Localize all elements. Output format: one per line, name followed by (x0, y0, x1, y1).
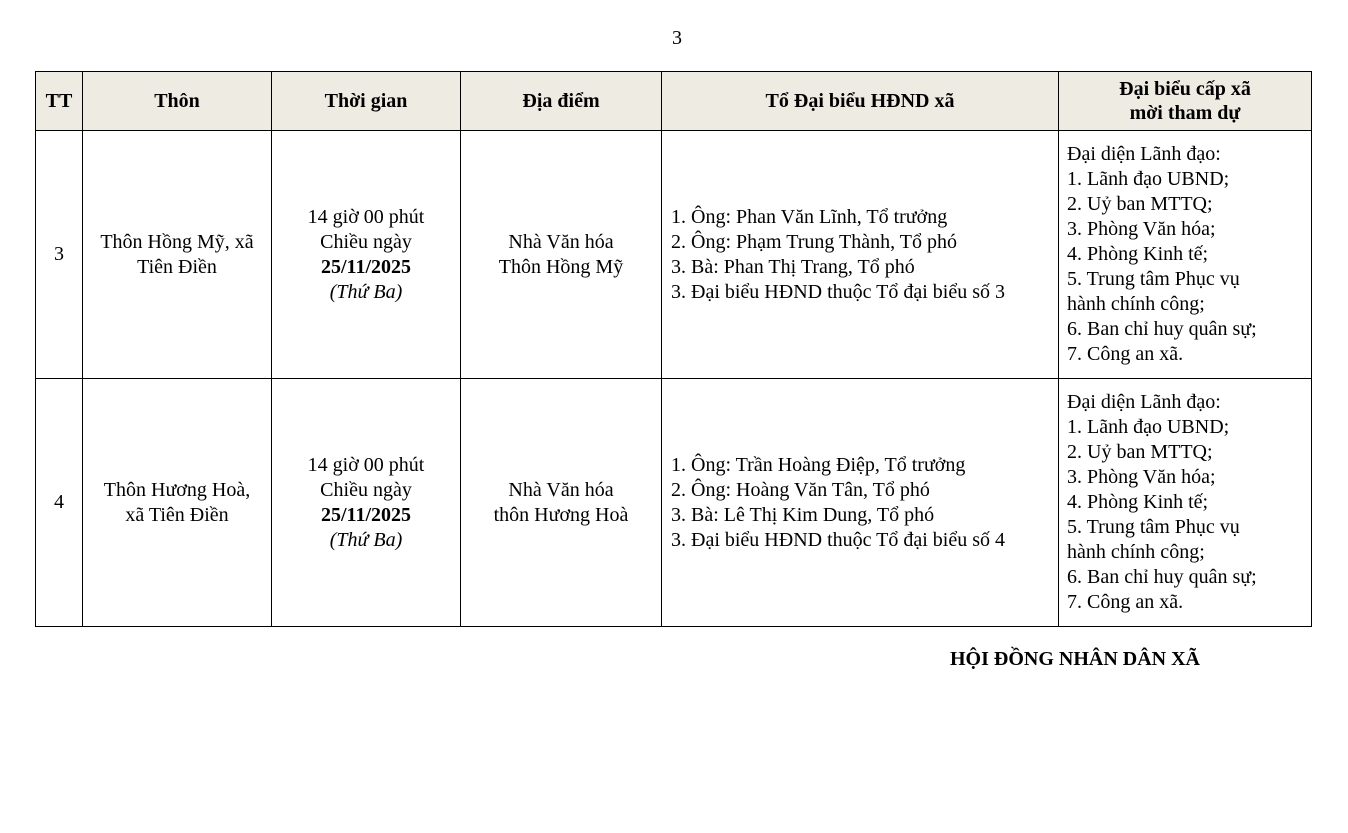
time-line2: Chiều ngày (320, 230, 412, 253)
thon-line2: Tiên Điền (137, 255, 217, 278)
invited-item: 7. Công an xã. (1067, 343, 1184, 365)
invited-item: hành chính công; (1067, 541, 1205, 563)
row-invited (1059, 379, 1312, 627)
row-place (461, 131, 662, 379)
row-invited (1059, 131, 1312, 379)
rep-item: 1. Ông: Trần Hoàng Điệp, Tổ trưởng (671, 453, 966, 476)
invited-item: 2. Uỷ ban MTTQ; (1067, 193, 1213, 215)
row-tt: 3 (36, 131, 83, 379)
header-dai-bieu-cap-xa (1059, 72, 1312, 131)
row-time (272, 379, 461, 627)
header-thon: Thôn (83, 72, 272, 131)
signature-title: HỘI ĐỒNG NHÂN DÂN XÃ (950, 648, 1200, 670)
invited-item: 4. Phòng Kinh tế; (1067, 243, 1209, 265)
meeting-date: 25/11/2025 (320, 503, 411, 526)
invited-item: 7. Công an xã. (1067, 591, 1184, 613)
invited-item: 4. Phòng Kinh tế; (1067, 491, 1209, 513)
rep-item: 1. Ông: Phan Văn Lĩnh, Tổ trưởng (671, 205, 948, 228)
invited-item: Đại diện Lãnh đạo: (1067, 391, 1221, 413)
table-row (36, 131, 1312, 379)
rep-item: 3. Đại biểu HĐND thuộc Tổ đại biểu số 4 (671, 528, 1006, 551)
thon-line1: Thôn Hồng Mỹ, xã (100, 230, 254, 253)
place-line2: thôn Hương Hoà (493, 503, 629, 526)
meeting-date: 25/11/2025 (320, 255, 411, 278)
thon-line1: Thôn Hương Hoà, (103, 478, 251, 501)
row-thon (83, 379, 272, 627)
time-line2: Chiều ngày (320, 478, 412, 501)
row-representatives (662, 379, 1059, 627)
row-thon (83, 131, 272, 379)
invited-item: 1. Lãnh đạo UBND; (1067, 416, 1230, 438)
meeting-weekday: (Thứ Ba) (329, 280, 403, 303)
rep-item: 3. Đại biểu HĐND thuộc Tổ đại biểu số 3 (671, 280, 1006, 303)
invited-item: 6. Ban chỉ huy quân sự; (1067, 318, 1257, 340)
table-header-row (36, 72, 1312, 131)
invited-item: 6. Ban chỉ huy quân sự; (1067, 566, 1257, 588)
invited-item: 3. Phòng Văn hóa; (1067, 218, 1216, 240)
rep-item: 3. Bà: Lê Thị Kim Dung, Tổ phó (671, 503, 935, 526)
row-place (461, 379, 662, 627)
row-time (272, 131, 461, 379)
time-line1: 14 giờ 00 phút (307, 453, 425, 476)
header-dai-bieu-cap-xa-line2: mời tham dự (1129, 102, 1241, 124)
header-thoi-gian: Thời gian (272, 72, 461, 131)
schedule-table (35, 71, 1312, 627)
invited-item: 5. Trung tâm Phục vụ (1067, 516, 1240, 538)
rep-item: 2. Ông: Hoàng Văn Tân, Tổ phó (671, 478, 930, 501)
meeting-weekday: (Thứ Ba) (329, 528, 403, 551)
invited-item: hành chính công; (1067, 293, 1205, 315)
place-line2: Thôn Hồng Mỹ (498, 255, 624, 278)
invited-item: 2. Uỷ ban MTTQ; (1067, 441, 1213, 463)
row-representatives (662, 131, 1059, 379)
page-number: 3 (672, 27, 682, 49)
rep-item: 3. Bà: Phan Thị Trang, Tổ phó (671, 255, 915, 278)
header-dai-bieu-cap-xa-line1: Đại biểu cấp xã (1119, 78, 1251, 100)
header-dia-diem: Địa điểm (461, 72, 662, 131)
place-line1: Nhà Văn hóa (508, 478, 614, 501)
invited-item: 1. Lãnh đạo UBND; (1067, 168, 1230, 190)
row-tt: 4 (36, 379, 83, 627)
table-row (36, 379, 1312, 627)
header-tt: TT (36, 72, 83, 131)
invited-item: 5. Trung tâm Phục vụ (1067, 268, 1240, 290)
time-line1: 14 giờ 00 phút (307, 205, 425, 228)
header-to-dai-bieu: Tổ Đại biểu HĐND xã (662, 72, 1059, 131)
place-line1: Nhà Văn hóa (508, 230, 614, 253)
thon-line2: xã Tiên Điền (125, 503, 229, 526)
rep-item: 2. Ông: Phạm Trung Thành, Tổ phó (671, 230, 957, 253)
invited-item: 3. Phòng Văn hóa; (1067, 466, 1216, 488)
invited-item: Đại diện Lãnh đạo: (1067, 143, 1221, 165)
